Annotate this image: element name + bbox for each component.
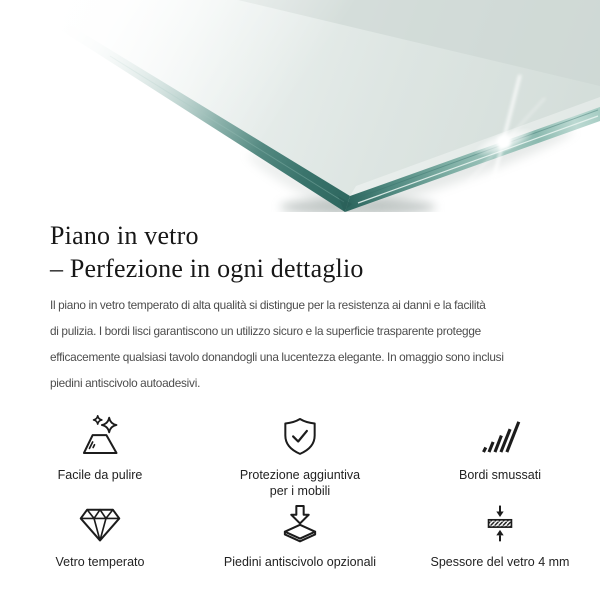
glass-panel-image xyxy=(0,0,600,212)
description-line: di pulizia. I bordi lisci garantiscono un utilizzo sicuro e la superficie trasparente protegge xyxy=(50,324,481,338)
title-line-1: Piano in vetro xyxy=(50,221,199,250)
anti-slip-pad-icon xyxy=(278,501,322,545)
feature-label: per i mobili xyxy=(269,484,331,498)
product-description xyxy=(50,292,550,396)
feature-grid xyxy=(0,414,600,570)
feature-label: Spessore del vetro 4 mm xyxy=(430,555,570,569)
page-title xyxy=(50,219,550,285)
feature-piedini-antiscivolo xyxy=(200,501,400,570)
feature-facile-da-pulire xyxy=(0,414,200,499)
description-line: efficacemente qualsiasi tavolo donandogli una lucentezza elegante. In omaggio sono inclusi xyxy=(50,350,504,364)
feature-spessore-vetro xyxy=(400,501,600,570)
title-line-2: – Perfezione in ogni dettaglio xyxy=(50,254,364,283)
description-line: Il piano in vetro temperato di alta qualità si distingue per la resistenza ai danni e la facilità xyxy=(50,298,486,312)
feature-label: Bordi smussati xyxy=(459,468,541,482)
glass-thickness-icon xyxy=(478,501,522,545)
feature-vetro-temperato xyxy=(0,501,200,570)
feature-protezione-aggiuntiva xyxy=(200,414,400,499)
feature-bordi-smussati xyxy=(400,414,600,499)
feature-label: Vetro temperato xyxy=(55,555,145,569)
feature-label: Protezione aggiuntiva xyxy=(239,468,361,482)
feature-label: Piedini antiscivolo opzionali xyxy=(223,555,377,569)
description-line: piedini antiscivolo autoadesivi. xyxy=(50,376,201,390)
feature-label: Facile da pulire xyxy=(57,468,143,482)
product-image xyxy=(0,0,600,212)
shield-check-icon xyxy=(278,414,322,458)
beveled-edges-icon xyxy=(478,414,522,458)
sparkle-surface-icon xyxy=(78,414,122,458)
diamond-icon xyxy=(78,501,122,545)
